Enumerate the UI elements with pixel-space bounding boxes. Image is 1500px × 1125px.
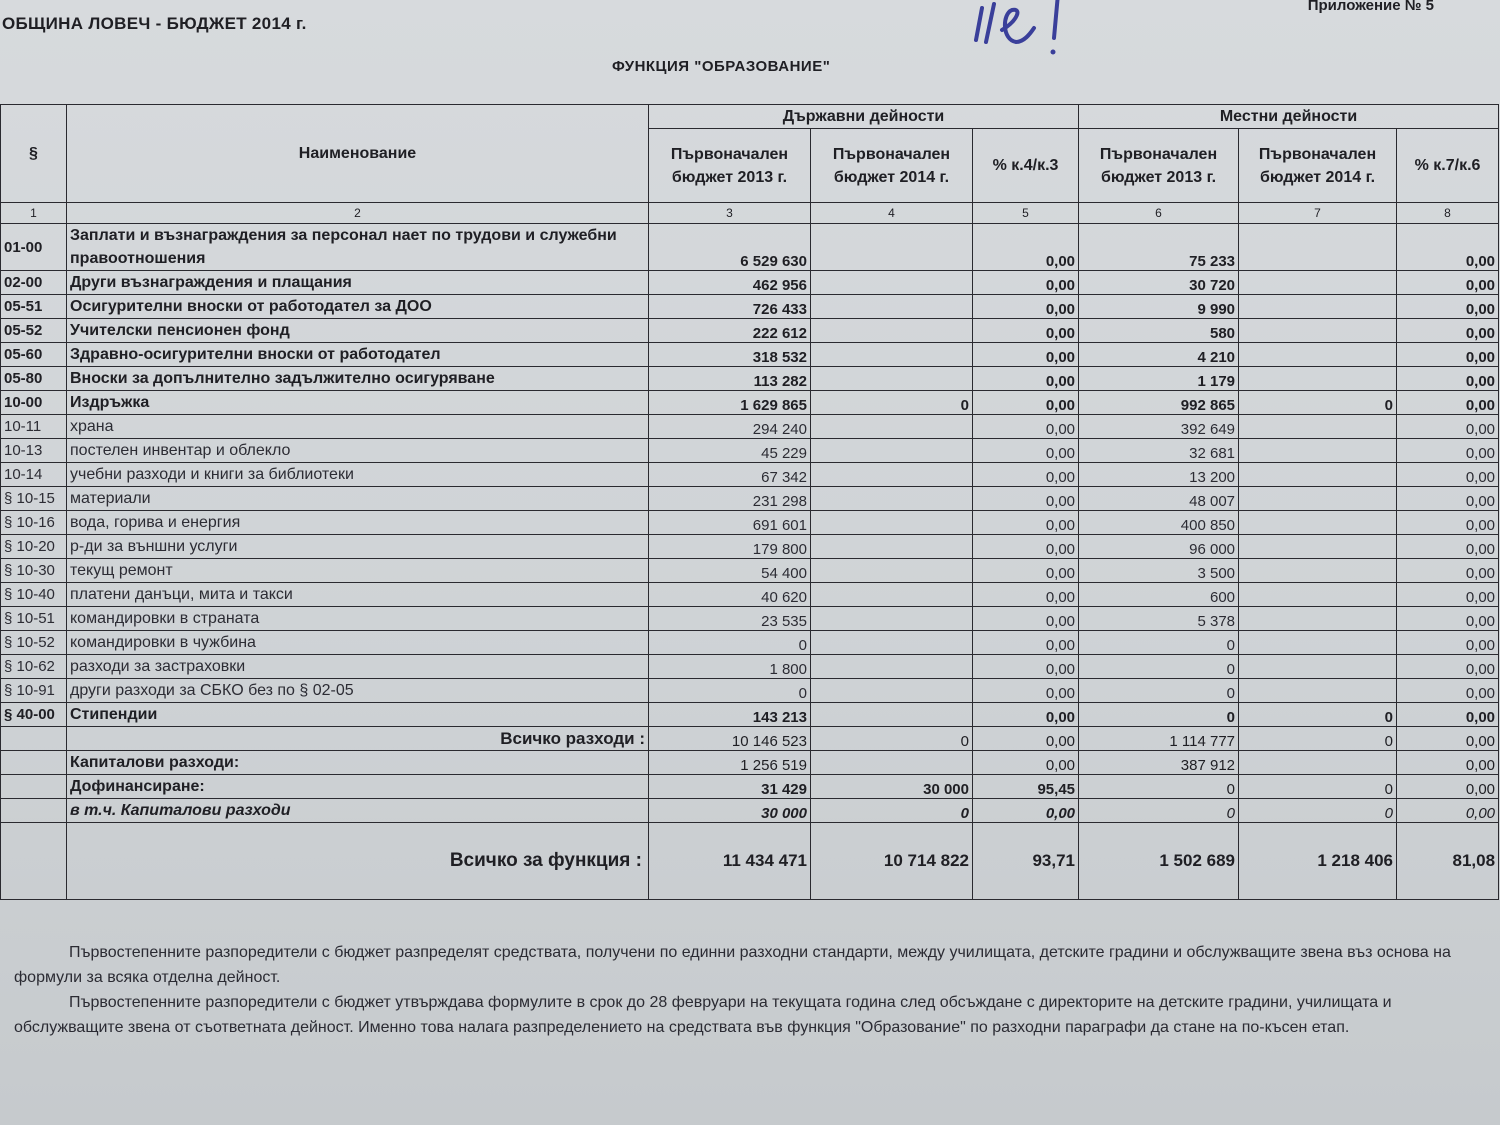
cell-value: 0,00	[973, 415, 1079, 439]
cell-value	[811, 655, 973, 679]
cell-value: 1 800	[649, 655, 811, 679]
cell-value: 0,00	[973, 631, 1079, 655]
header-local-2014: Първоначален бюджет 2014 г.	[1239, 129, 1397, 203]
row-name: постелен инвентар и облекло	[67, 439, 649, 463]
table-row	[1, 583, 1499, 607]
row-paragraph-code: 02-00	[1, 271, 67, 295]
cell-value: 0,00	[1397, 703, 1499, 727]
table-row	[1, 224, 1499, 271]
col-number: 7	[1239, 203, 1397, 224]
header-local-2013: Първоначален бюджет 2013 г.	[1079, 129, 1239, 203]
cell-value	[811, 607, 973, 631]
table-row	[1, 463, 1499, 487]
handwritten-mark	[972, 0, 1092, 70]
table-row	[1, 631, 1499, 655]
annex-label: Приложение № 5	[1307, 0, 1434, 14]
cell-value: 31 429	[649, 775, 811, 799]
row-name: учебни разходи и книги за библиотеки	[67, 463, 649, 487]
cell-value: 10 146 523	[649, 727, 811, 751]
cell-value	[1239, 271, 1397, 295]
cell-value: 96 000	[1079, 535, 1239, 559]
cell-value: 318 532	[649, 343, 811, 367]
row-paragraph-code: § 10-30	[1, 559, 67, 583]
row-paragraph-code: § 10-15	[1, 487, 67, 511]
table-row	[1, 319, 1499, 343]
cell-value: 0,00	[1397, 343, 1499, 367]
cell-value: 0,00	[973, 319, 1079, 343]
row-paragraph-code: § 40-00	[1, 703, 67, 727]
cell-value: 0,00	[973, 583, 1079, 607]
cell-value: 0	[649, 679, 811, 703]
cell-value	[811, 751, 973, 775]
cell-value: 0,00	[973, 439, 1079, 463]
row-name: платени данъци, мита и такси	[67, 583, 649, 607]
cell-value: 0,00	[1397, 727, 1499, 751]
table-row	[1, 487, 1499, 511]
cell-value: 32 681	[1079, 439, 1239, 463]
empty-cell	[1, 799, 67, 823]
cell-value: 81,08	[1397, 823, 1499, 900]
row-paragraph-code: 05-51	[1, 295, 67, 319]
incl-capital-label: в т.ч. Капиталови разходи	[67, 799, 649, 823]
row-name: вода, горива и енергия	[67, 511, 649, 535]
cell-value: 0,00	[1397, 439, 1499, 463]
header-name: Наименование	[67, 105, 649, 203]
header-local-activities: Местни дейности	[1079, 105, 1499, 129]
cell-value: 726 433	[649, 295, 811, 319]
cell-value: 0,00	[973, 607, 1079, 631]
cell-value: 0,00	[1397, 775, 1499, 799]
cell-value: 6 529 630	[649, 224, 811, 271]
row-name: материали	[67, 487, 649, 511]
cell-value: 48 007	[1079, 487, 1239, 511]
row-paragraph-code: § 10-91	[1, 679, 67, 703]
row-name: Здравно-осигурителни вноски от работодател	[67, 343, 649, 367]
table-row	[1, 511, 1499, 535]
cell-value: 0,00	[1397, 631, 1499, 655]
page-title: ФУНКЦИЯ "ОБРАЗОВАНИЕ"	[612, 58, 831, 75]
total-expenses-label: Всичко разходи :	[67, 727, 649, 751]
row-paragraph-code: § 10-52	[1, 631, 67, 655]
note-paragraph: Първостепенните разпоредители с бюджет утвърждава формулите в срок до 28 февруари на текущата година след обсъждане с директорите на детските градини, училищата и обслужващите звена от съответната дейност. Именно това налага разпределението на средствата във функция "Образование" по разходни параграфи да стане на по-късен етап.	[14, 994, 1392, 1036]
cell-value: 23 535	[649, 607, 811, 631]
cell-value: 45 229	[649, 439, 811, 463]
cell-value: 0,00	[1397, 535, 1499, 559]
cell-value: 600	[1079, 583, 1239, 607]
cell-value: 992 865	[1079, 391, 1239, 415]
cell-value	[1239, 463, 1397, 487]
cell-value: 400 850	[1079, 511, 1239, 535]
cell-value	[811, 343, 973, 367]
cell-value: 0,00	[973, 799, 1079, 823]
col-number: 8	[1397, 203, 1499, 224]
header-state-2014: Първоначален бюджет 2014 г.	[811, 129, 973, 203]
header-paragraph: §	[1, 105, 67, 203]
cell-value: 95,45	[973, 775, 1079, 799]
cell-value: 179 800	[649, 535, 811, 559]
cell-value	[811, 271, 973, 295]
cell-value: 0	[1239, 391, 1397, 415]
cell-value: 0,00	[973, 463, 1079, 487]
cell-value	[1239, 655, 1397, 679]
cell-value: 0	[1079, 703, 1239, 727]
cell-value: 1 629 865	[649, 391, 811, 415]
cell-value: 0,00	[973, 703, 1079, 727]
cell-value: 0,00	[1397, 751, 1499, 775]
row-name: командировки в страната	[67, 607, 649, 631]
cell-value: 0,00	[973, 511, 1079, 535]
table-row	[1, 415, 1499, 439]
cell-value: 0,00	[973, 727, 1079, 751]
cell-value: 392 649	[1079, 415, 1239, 439]
cell-value	[1239, 583, 1397, 607]
cell-value	[1239, 415, 1397, 439]
cell-value: 0,00	[1397, 583, 1499, 607]
cell-value	[811, 295, 973, 319]
cell-value	[1239, 224, 1397, 271]
cell-value: 0	[811, 799, 973, 823]
cell-value: 387 912	[1079, 751, 1239, 775]
row-paragraph-code: § 10-16	[1, 511, 67, 535]
cell-value: 1 256 519	[649, 751, 811, 775]
row-name: Заплати и възнаграждения за персонал нает по трудови и служебни правоотношения	[67, 224, 649, 271]
cell-value: 0,00	[1397, 463, 1499, 487]
row-name: Осигурителни вноски от работодател за ДОО	[67, 295, 649, 319]
cofinancing-label: Дофинансиране:	[67, 775, 649, 799]
row-name: Стипендии	[67, 703, 649, 727]
cell-value: 0	[1079, 775, 1239, 799]
cell-value: 54 400	[649, 559, 811, 583]
cell-value: 0	[1239, 775, 1397, 799]
empty-cell	[1, 775, 67, 799]
cell-value: 0,00	[973, 343, 1079, 367]
cell-value: 0	[1079, 799, 1239, 823]
col-number: 5	[973, 203, 1079, 224]
cell-value: 0,00	[973, 751, 1079, 775]
table-row	[1, 439, 1499, 463]
cell-value: 93,71	[973, 823, 1079, 900]
row-paragraph-code: 10-11	[1, 415, 67, 439]
cell-value	[811, 415, 973, 439]
cell-value: 0	[1079, 631, 1239, 655]
cell-value: 462 956	[649, 271, 811, 295]
footnotes	[14, 940, 1454, 1040]
cell-value: 0,00	[1397, 511, 1499, 535]
row-paragraph-code: § 10-51	[1, 607, 67, 631]
cell-value	[811, 631, 973, 655]
cell-value: 13 200	[1079, 463, 1239, 487]
cell-value	[811, 439, 973, 463]
row-name: командировки в чужбина	[67, 631, 649, 655]
cell-value: 9 990	[1079, 295, 1239, 319]
cell-value: 0	[1239, 727, 1397, 751]
cell-value: 113 282	[649, 367, 811, 391]
table-row	[1, 343, 1499, 367]
cell-value: 0,00	[973, 271, 1079, 295]
cell-value: 0,00	[973, 655, 1079, 679]
table-row	[1, 607, 1499, 631]
cell-value: 0,00	[1397, 319, 1499, 343]
cell-value: 143 213	[649, 703, 811, 727]
table-row	[1, 703, 1499, 727]
row-paragraph-code: 10-13	[1, 439, 67, 463]
row-paragraph-code: § 10-20	[1, 535, 67, 559]
cell-value	[1239, 319, 1397, 343]
function-total-label: Всичко за функция :	[67, 823, 649, 900]
table-row	[1, 271, 1499, 295]
header-state-2013: Първоначален бюджет 2013 г.	[649, 129, 811, 203]
cell-value: 0	[1239, 703, 1397, 727]
document-header: ОБЩИНА ЛОВЕЧ - БЮДЖЕТ 2014 г.	[2, 14, 307, 33]
cell-value	[811, 559, 973, 583]
cell-value: 0	[811, 727, 973, 751]
row-paragraph-code: 05-80	[1, 367, 67, 391]
cell-value: 5 378	[1079, 607, 1239, 631]
cell-value: 0,00	[973, 559, 1079, 583]
empty-cell	[1, 751, 67, 775]
cell-value: 691 601	[649, 511, 811, 535]
col-number: 6	[1079, 203, 1239, 224]
cell-value	[1239, 559, 1397, 583]
row-paragraph-code: § 10-62	[1, 655, 67, 679]
cell-value: 0,00	[1397, 271, 1499, 295]
col-number: 4	[811, 203, 973, 224]
cell-value: 580	[1079, 319, 1239, 343]
cell-value: 75 233	[1079, 224, 1239, 271]
cell-value: 0,00	[1397, 559, 1499, 583]
cell-value	[1239, 607, 1397, 631]
cell-value: 0,00	[973, 391, 1079, 415]
row-name: други разходи за СБКО без по § 02-05	[67, 679, 649, 703]
cell-value: 30 000	[811, 775, 973, 799]
row-paragraph-code: 10-00	[1, 391, 67, 415]
cell-value: 30 720	[1079, 271, 1239, 295]
row-name: Учителски пенсионен фонд	[67, 319, 649, 343]
row-name: текущ ремонт	[67, 559, 649, 583]
table-row	[1, 655, 1499, 679]
cell-value: 4 210	[1079, 343, 1239, 367]
row-paragraph-code: 10-14	[1, 463, 67, 487]
cell-value: 1 218 406	[1239, 823, 1397, 900]
cell-value: 0,00	[1397, 607, 1499, 631]
cell-value: 0,00	[973, 679, 1079, 703]
cell-value: 0,00	[1397, 487, 1499, 511]
cell-value	[1239, 343, 1397, 367]
col-number: 1	[1, 203, 67, 224]
row-name: Вноски за допълнително задължително осигуряване	[67, 367, 649, 391]
col-number: 3	[649, 203, 811, 224]
row-name: храна	[67, 415, 649, 439]
row-name: Други възнаграждения и плащания	[67, 271, 649, 295]
row-name: Издръжка	[67, 391, 649, 415]
header-state-pct: % к.4/к.3	[973, 129, 1079, 203]
cell-value	[811, 535, 973, 559]
cell-value	[1239, 367, 1397, 391]
cell-value	[811, 511, 973, 535]
cell-value: 40 620	[649, 583, 811, 607]
cell-value: 0,00	[1397, 367, 1499, 391]
cell-value: 10 714 822	[811, 823, 973, 900]
table-row	[1, 391, 1499, 415]
row-name: разходи за застраховки	[67, 655, 649, 679]
cell-value	[1239, 679, 1397, 703]
row-paragraph-code: § 10-40	[1, 583, 67, 607]
row-name: р-ди за външни услуги	[67, 535, 649, 559]
row-paragraph-code: 05-52	[1, 319, 67, 343]
cell-value: 294 240	[649, 415, 811, 439]
cell-value: 0,00	[1397, 679, 1499, 703]
cell-value	[811, 319, 973, 343]
cell-value: 3 500	[1079, 559, 1239, 583]
header-local-pct: % к.7/к.6	[1397, 129, 1499, 203]
cell-value: 0,00	[973, 224, 1079, 271]
cell-value: 0,00	[1397, 415, 1499, 439]
cell-value	[811, 463, 973, 487]
cell-value	[1239, 439, 1397, 463]
cell-value	[1239, 511, 1397, 535]
cell-value: 0	[649, 631, 811, 655]
table-row	[1, 535, 1499, 559]
row-paragraph-code: 05-60	[1, 343, 67, 367]
cell-value	[1239, 631, 1397, 655]
header-state-activities: Държавни дейности	[649, 105, 1079, 129]
note-paragraph: Първостепенните разпоредители с бюджет разпределят средствата, получени по единни разходни стандарти, между училищата, детските градини и обслужващите звена въз основа на формули за всяка отделна дейност.	[14, 944, 1451, 986]
cell-value: 0,00	[1397, 799, 1499, 823]
cell-value: 0,00	[973, 535, 1079, 559]
table-row	[1, 295, 1499, 319]
cell-value	[811, 679, 973, 703]
empty-cell	[1, 727, 67, 751]
row-paragraph-code: 01-00	[1, 224, 67, 271]
cell-value	[811, 224, 973, 271]
cell-value	[811, 703, 973, 727]
cell-value: 1 179	[1079, 367, 1239, 391]
budget-table	[0, 104, 1499, 900]
cell-value	[811, 487, 973, 511]
cell-value: 0,00	[1397, 391, 1499, 415]
cell-value: 0	[811, 391, 973, 415]
cell-value: 30 000	[649, 799, 811, 823]
cell-value: 0	[1079, 655, 1239, 679]
col-number: 2	[67, 203, 649, 224]
cell-value: 67 342	[649, 463, 811, 487]
cell-value: 0,00	[1397, 655, 1499, 679]
cell-value	[1239, 535, 1397, 559]
cell-value: 0,00	[973, 367, 1079, 391]
capital-label: Капиталови разходи:	[67, 751, 649, 775]
cell-value	[1239, 487, 1397, 511]
cell-value: 0	[1239, 799, 1397, 823]
cell-value: 231 298	[649, 487, 811, 511]
empty-cell	[1, 823, 67, 900]
cell-value	[811, 583, 973, 607]
cell-value: 0,00	[1397, 295, 1499, 319]
cell-value: 1 502 689	[1079, 823, 1239, 900]
cell-value	[1239, 751, 1397, 775]
cell-value: 1 114 777	[1079, 727, 1239, 751]
cell-value: 0,00	[973, 295, 1079, 319]
cell-value: 222 612	[649, 319, 811, 343]
table-row	[1, 367, 1499, 391]
table-row	[1, 679, 1499, 703]
table-row	[1, 559, 1499, 583]
cell-value	[811, 367, 973, 391]
cell-value: 11 434 471	[649, 823, 811, 900]
cell-value: 0,00	[1397, 224, 1499, 271]
cell-value: 0	[1079, 679, 1239, 703]
cell-value: 0,00	[973, 487, 1079, 511]
cell-value	[1239, 295, 1397, 319]
